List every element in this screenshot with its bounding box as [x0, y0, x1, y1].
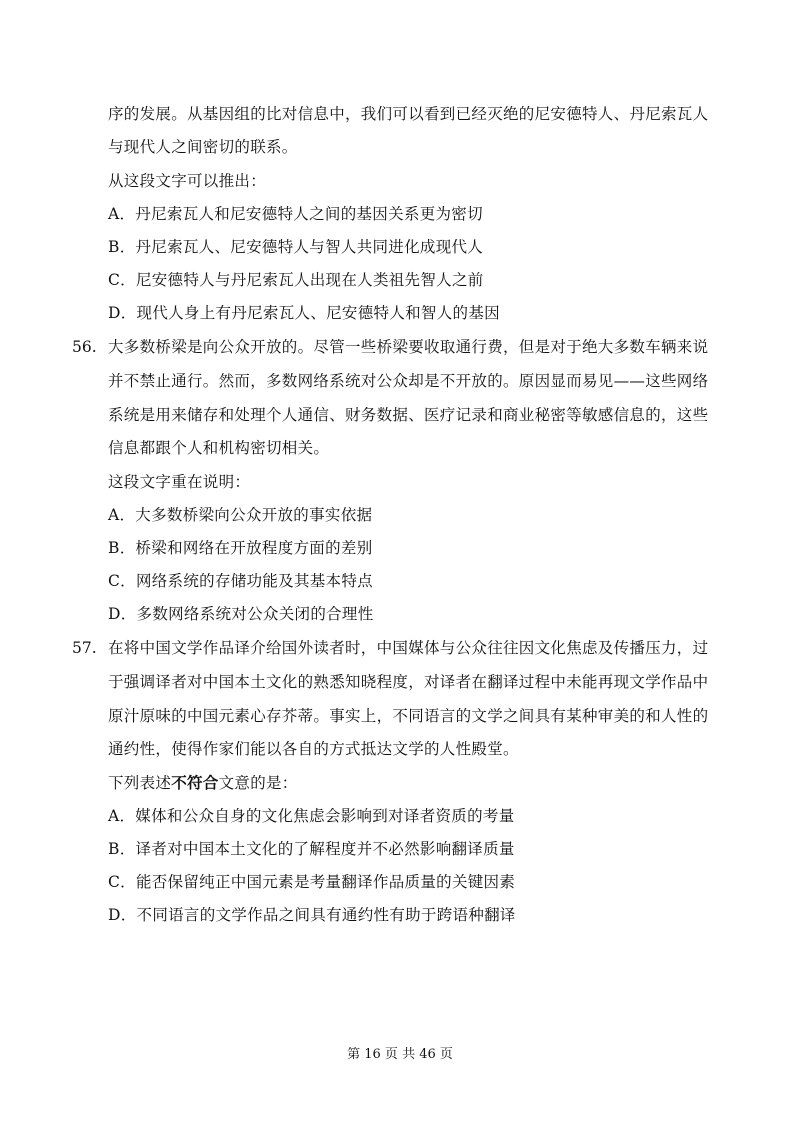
option-b: B．桥梁和网络在开放程度方面的差别	[108, 539, 373, 557]
page-footer: 第 16 页 共 46 页	[347, 1047, 453, 1062]
option-d: D．现代人身上有丹尼索瓦人、尼安德特人和智人的基因	[108, 304, 500, 322]
question-number: 56.	[72, 338, 97, 356]
passage-line: 与现代人之间密切的联系。	[108, 138, 298, 156]
question-prompt: 从这段文字可以推出：	[108, 172, 267, 190]
passage-line: 在将中国文学作品译介给国外读者时，中国媒体与公众往往因文化焦虑及传播压力，过	[108, 639, 709, 657]
passage-line: 系统是用来储存和处理个人通信、财务数据、医疗记录和商业秘密等敏感信息的，这些	[108, 406, 709, 424]
passage-line: 原汁原味的中国元素心存芥蒂。事实上，不同语言的文学之间具有某种审美的和人性的	[108, 707, 709, 725]
passage-line: 大多数桥梁是向公众开放的。尽管一些桥梁要收取通行费，但是对于绝大多数车辆来说	[108, 338, 709, 356]
passage-line: 通约性，使得作家们能以各自的方式抵达文学的人性殿堂。	[108, 740, 519, 758]
option-c: C．能否保留纯正中国元素是考量翻译作品质量的关键因素	[108, 873, 516, 891]
question-prompt	[108, 772, 298, 794]
option-a: A．大多数桥梁向公众开放的事实依据	[108, 506, 373, 524]
option-c: C．尼安德特人与丹尼索瓦人出现在人类祖先智人之前	[108, 271, 484, 289]
option-d: D．不同语言的文学作品之间具有通约性有助于跨语种翻译	[108, 906, 516, 924]
option-a: A．丹尼索瓦人和尼安德特人之间的基因关系更为密切	[108, 205, 483, 223]
question-prompt: 这段文字重在说明：	[108, 473, 251, 491]
passage-line: 序的发展。从基因组的比对信息中，我们可以看到已经灭绝的尼安德特人、丹尼索瓦人	[108, 105, 709, 123]
question-number: 57.	[72, 639, 97, 657]
option-b: B．译者对中国本土文化的了解程度并不必然影响翻译质量	[108, 840, 515, 858]
option-c: C．网络系统的存储功能及其基本特点	[108, 572, 373, 590]
passage-line: 于强调译者对中国本土文化的熟悉知晓程度，对译者在翻译过程中未能再现文学作品中	[108, 673, 709, 691]
prompt-emphasis: 不符合	[171, 773, 219, 792]
option-b: B．丹尼索瓦人、尼安德特人与智人共同进化成现代人	[108, 238, 484, 256]
prompt-text: 下列表述	[108, 774, 172, 792]
passage-line: 信息都跟个人和机构密切相关。	[108, 439, 330, 457]
option-a: A．媒体和公众自身的文化焦虑会影响到对译者资质的考量	[108, 807, 515, 825]
option-d: D．多数网络系统对公众关闭的合理性	[108, 605, 374, 623]
prompt-text: 文意的是：	[218, 774, 298, 792]
passage-line: 并不禁止通行。然而，多数网络系统对公众却是不开放的。原因显而易见——这些网络	[108, 372, 709, 390]
